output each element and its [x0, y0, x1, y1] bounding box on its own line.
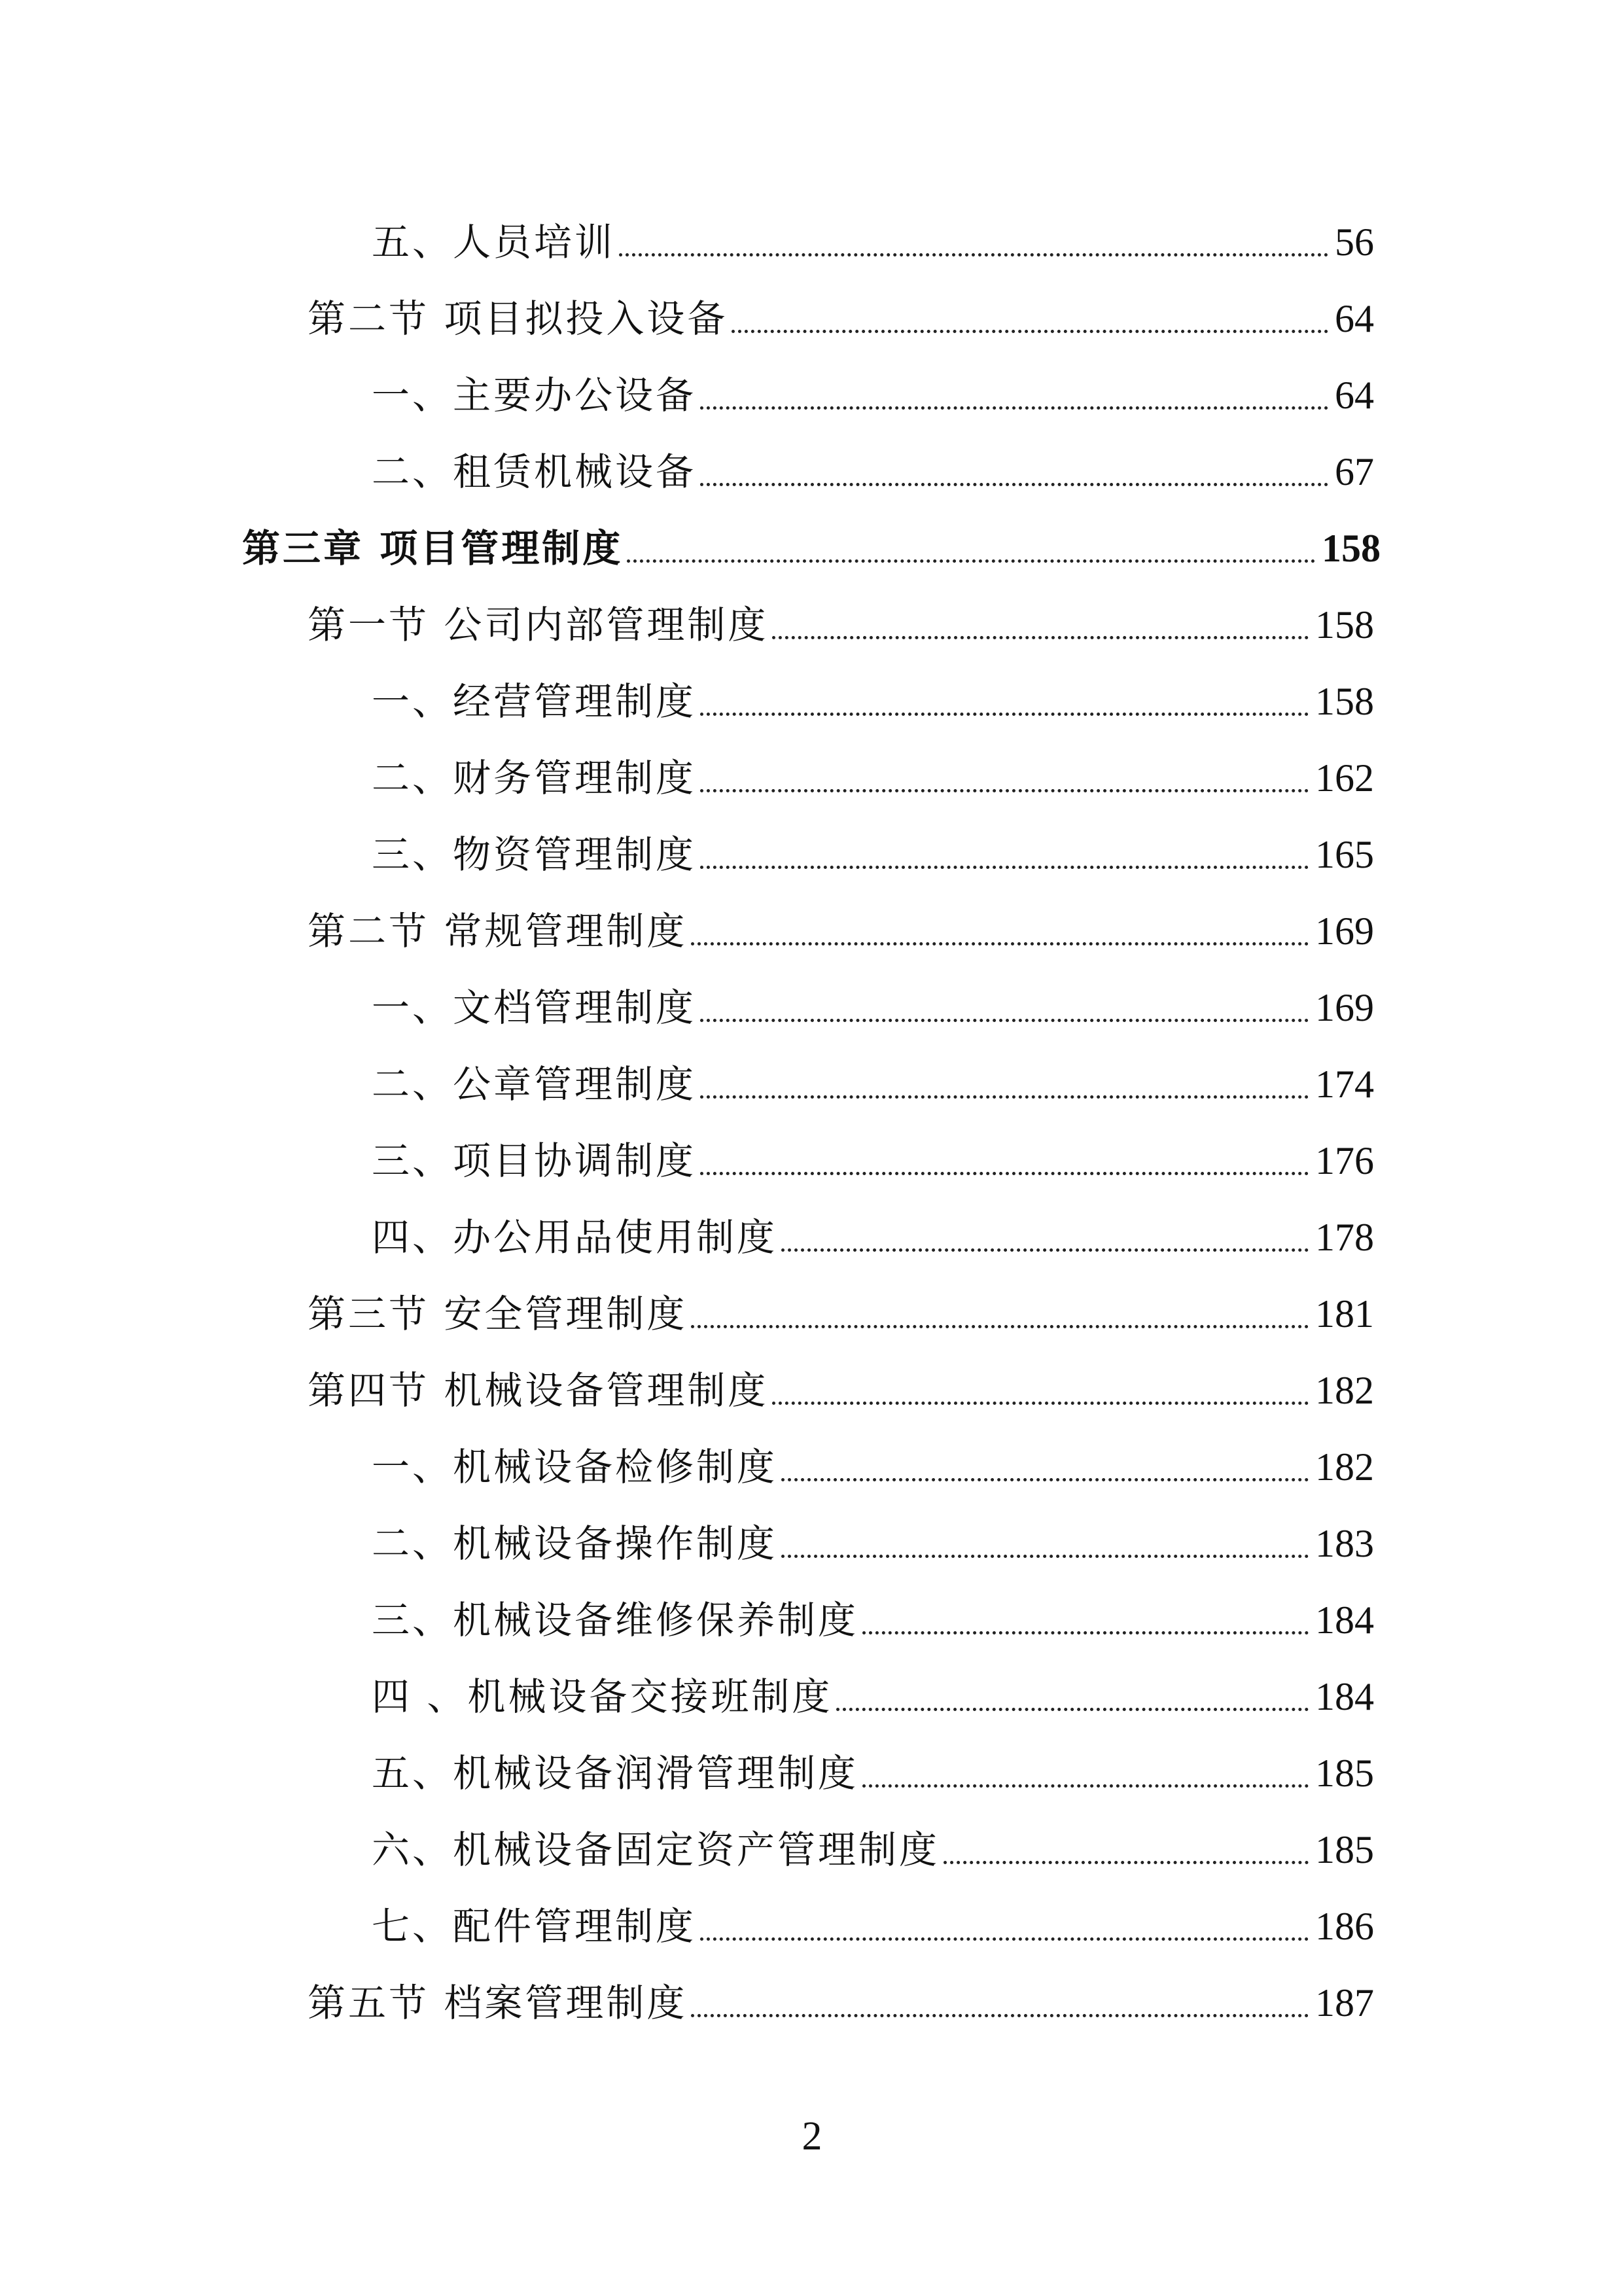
toc-entry-page: 185 [1315, 1752, 1374, 1795]
toc-entry-page: 182 [1315, 1445, 1374, 1489]
page-number: 2 [802, 2114, 822, 2159]
dot-leader [781, 1248, 1309, 1252]
toc-entry[interactable] [372, 675, 1374, 728]
dot-leader [781, 1555, 1309, 1558]
toc-entry[interactable] [372, 1517, 1374, 1570]
dot-leader [700, 1095, 1309, 1099]
toc-entry-page: 176 [1315, 1139, 1374, 1182]
toc-entry-label: 二、财务管理制度 [372, 756, 697, 800]
dot-leader [772, 636, 1309, 639]
dot-leader [700, 1172, 1309, 1175]
dot-leader [691, 1325, 1309, 1328]
toc-entry-page: 186 [1315, 1905, 1374, 1948]
toc-entry-page: 174 [1315, 1063, 1374, 1106]
toc-entry[interactable] [308, 1364, 1374, 1417]
toc-entry[interactable] [308, 905, 1374, 957]
toc-entry[interactable] [372, 752, 1374, 804]
toc-entry-page: 181 [1315, 1292, 1374, 1335]
toc-entry-page: 183 [1315, 1522, 1374, 1565]
toc-entry-page: 64 [1335, 374, 1374, 417]
toc-entry[interactable] [372, 1441, 1374, 1493]
toc-entry[interactable] [372, 1058, 1374, 1110]
toc-entry-page: 165 [1315, 833, 1374, 876]
toc-entry-label: 三、物资管理制度 [372, 832, 697, 877]
toc-entry-label: 第三章 项目管理制度 [242, 526, 624, 571]
dot-leader [862, 1784, 1309, 1788]
toc-entry[interactable] [372, 1211, 1374, 1263]
dot-leader [781, 1478, 1309, 1481]
toc-entry-page: 56 [1335, 221, 1374, 264]
toc-entry-chapter[interactable] [242, 522, 1381, 574]
toc-entry[interactable] [308, 292, 1374, 345]
toc-entry-page: 64 [1335, 297, 1374, 340]
dot-leader [862, 1631, 1309, 1634]
toc-entry-label: 一、主要办公设备 [372, 373, 697, 417]
toc-entry-label: 第一节 公司内部管理制度 [308, 603, 769, 647]
dot-leader [700, 1019, 1309, 1022]
toc-entry[interactable] [372, 1900, 1374, 1952]
dot-leader [700, 483, 1328, 486]
toc-entry-page: 184 [1315, 1598, 1374, 1642]
toc-entry-page: 184 [1315, 1675, 1374, 1718]
toc-entry[interactable] [372, 369, 1374, 421]
dot-leader [700, 713, 1309, 716]
toc-entry[interactable] [372, 446, 1374, 498]
toc-entry-label: 三、项目协调制度 [372, 1139, 697, 1183]
toc-entry-label: 第三节 安全管理制度 [308, 1292, 688, 1336]
toc-entry[interactable] [372, 1747, 1374, 1799]
toc-entry-page: 158 [1315, 603, 1374, 646]
toc-entry-page: 169 [1315, 910, 1374, 953]
dot-leader [691, 2014, 1309, 2017]
toc-entry[interactable] [372, 981, 1374, 1034]
toc-entry[interactable] [372, 1594, 1374, 1646]
toc-entry-label: 四 、机械设备交接班制度 [372, 1674, 833, 1719]
toc-entry[interactable] [372, 1670, 1374, 1723]
toc-entry-label: 一、经营管理制度 [372, 679, 697, 724]
toc-entry-label: 第五节 档案管理制度 [308, 1981, 688, 2025]
toc-entry[interactable] [308, 599, 1374, 651]
toc-entry-label: 一、文档管理制度 [372, 985, 697, 1030]
toc-entry[interactable] [308, 1288, 1374, 1340]
toc-entry-page: 67 [1335, 450, 1374, 493]
toc-entry-label: 第四节 机械设备管理制度 [308, 1368, 769, 1413]
dot-leader [836, 1708, 1309, 1711]
toc-entry-label: 六、机械设备固定资产管理制度 [372, 1828, 940, 1872]
dot-leader [700, 1937, 1309, 1941]
toc-entry-page: 162 [1315, 756, 1374, 800]
toc-entry-label: 五、机械设备润滑管理制度 [372, 1751, 859, 1795]
toc-entry-label: 一、机械设备检修制度 [372, 1445, 778, 1489]
dot-leader [944, 1861, 1309, 1864]
toc-entry-page: 185 [1315, 1828, 1374, 1871]
toc-entry-label: 三、机械设备维修保养制度 [372, 1598, 859, 1642]
dot-leader [691, 942, 1309, 945]
toc-entry-page: 178 [1315, 1216, 1374, 1259]
toc-entry[interactable] [308, 1977, 1374, 2029]
dot-leader [700, 789, 1309, 792]
toc-entry-page: 169 [1315, 986, 1374, 1029]
toc-entry-page: 158 [1315, 680, 1374, 723]
dot-leader [732, 330, 1328, 333]
toc-entry-label: 七、配件管理制度 [372, 1904, 697, 1949]
toc-entry-page: 182 [1315, 1369, 1374, 1412]
toc-entry-page: 158 [1322, 527, 1381, 570]
toc-entry-label: 五、人员培训 [372, 220, 616, 264]
dot-leader [619, 253, 1328, 256]
dot-leader [627, 559, 1315, 563]
toc-entry-label: 第二节 项目拟投入设备 [308, 296, 728, 341]
dot-leader [772, 1402, 1309, 1405]
toc-entry[interactable] [372, 1135, 1374, 1187]
dot-leader [700, 406, 1328, 410]
toc-entry[interactable] [372, 828, 1374, 881]
toc-entry-label: 第二节 常规管理制度 [308, 909, 688, 953]
toc-entry-page: 187 [1315, 1981, 1374, 2024]
toc-entry[interactable] [372, 1824, 1374, 1876]
dot-leader [700, 866, 1309, 869]
toc-entry-label: 二、公章管理制度 [372, 1062, 697, 1106]
toc-entry-label: 四、办公用品使用制度 [372, 1215, 778, 1260]
toc-entry[interactable] [372, 216, 1374, 268]
toc-entry-label: 二、租赁机械设备 [372, 450, 697, 494]
toc-entry-label: 二、机械设备操作制度 [372, 1521, 778, 1566]
